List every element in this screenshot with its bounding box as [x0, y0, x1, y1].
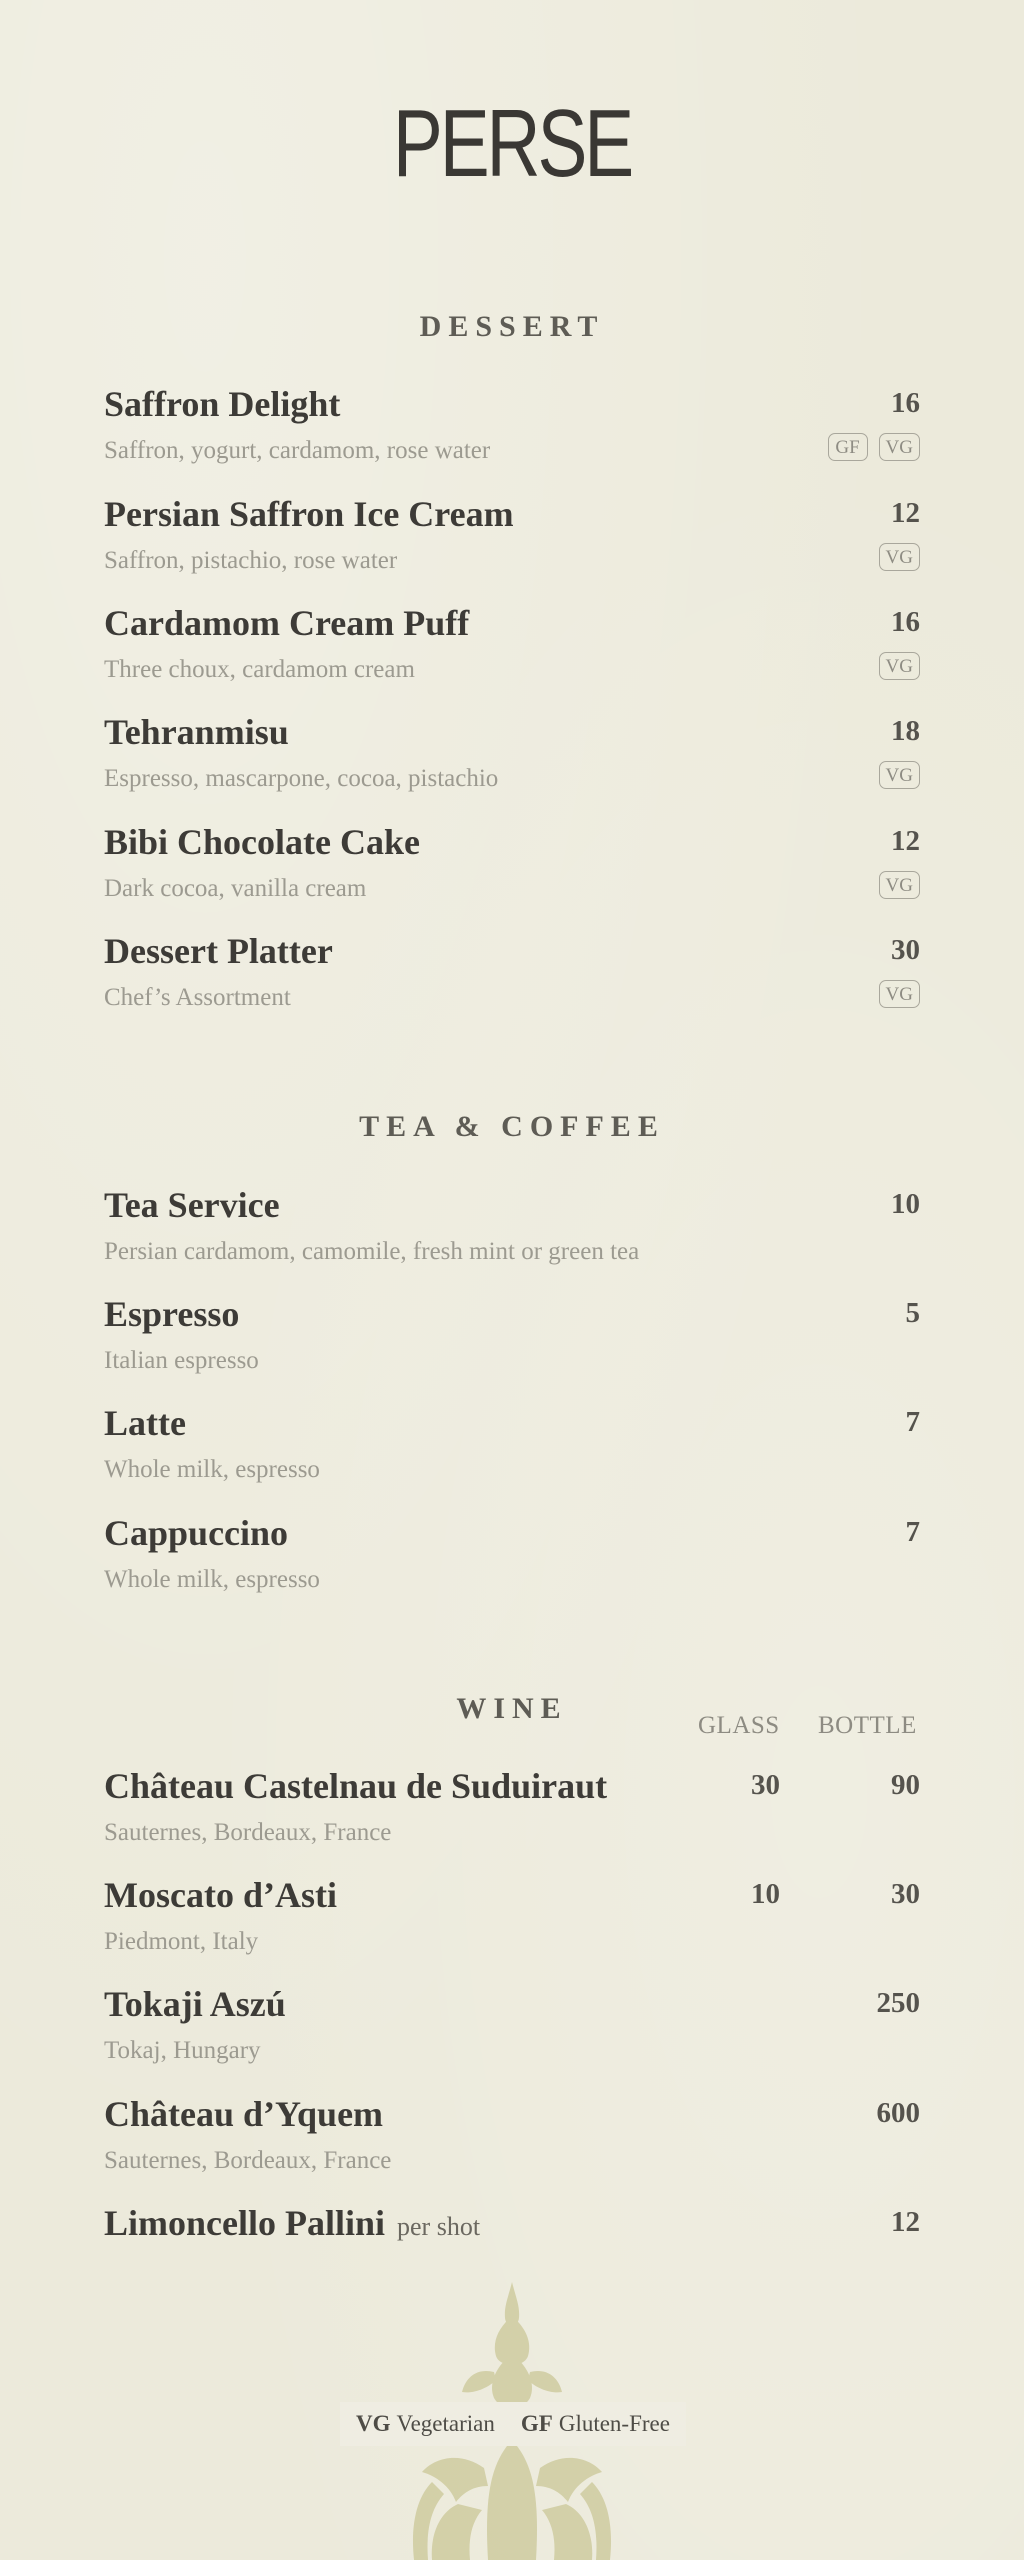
item-description: Piedmont, Italy: [104, 1928, 259, 1955]
item-name: Dessert Platter: [104, 931, 333, 971]
item-price: 7: [905, 1516, 920, 1548]
legend-vg-label: Vegetarian: [396, 2411, 495, 2436]
item-note: per shot: [397, 2212, 481, 2241]
item-price: 7: [905, 1406, 920, 1438]
legend-gluten-free: [521, 2411, 670, 2437]
tag-gluten-free: GF: [828, 433, 868, 461]
item-description: Whole milk, espresso: [104, 1566, 320, 1593]
item-description: Persian cardamom, camomile, fresh mint or green tea: [104, 1238, 640, 1265]
item-description: Whole milk, espresso: [104, 1456, 320, 1483]
item-price: 16: [891, 387, 920, 419]
item-name: Cappuccino: [104, 1513, 289, 1553]
dietary-tags: [879, 543, 920, 571]
section-title-wine: WINE: [456, 1692, 568, 1725]
item-bottle-price: 12: [891, 2206, 920, 2238]
section-title-tea-coffee: TEA & COFFEE: [359, 1110, 665, 1143]
item-name: Cardamom Cream Puff: [104, 603, 470, 643]
item-price: 18: [891, 715, 920, 747]
item-price: 12: [891, 825, 920, 857]
item-price: 30: [891, 934, 920, 966]
item-description: Chef’s Assortment: [104, 984, 291, 1011]
item-bottle-price: 30: [891, 1878, 920, 1910]
item-price: 5: [905, 1297, 920, 1329]
tag-vegetarian: VG: [879, 652, 920, 680]
item-name: Château Castelnau de Suduiraut: [104, 1766, 608, 1806]
item-description: Three choux, cardamom cream: [104, 656, 415, 683]
item-name: Tehranmisu: [104, 712, 289, 752]
item-description: Sauternes, Bordeaux, France: [104, 1819, 392, 1846]
item-name: Limoncello Pallini: [104, 2203, 386, 2243]
item-name: Persian Saffron Ice Cream: [104, 494, 514, 534]
tag-vegetarian: VG: [879, 433, 920, 461]
item-bottle-price: 250: [876, 1987, 920, 2019]
item-name: Latte: [104, 1403, 186, 1443]
column-header-glass: GLASS: [698, 1712, 780, 1739]
item-description: Saffron, yogurt, cardamom, rose water: [104, 437, 491, 464]
item-description: Italian espresso: [104, 1347, 259, 1374]
item-bottle-price: 600: [876, 2097, 920, 2129]
item-price: 16: [891, 606, 920, 638]
legend-vegetarian: [356, 2411, 495, 2437]
dietary-tags: [879, 980, 920, 1008]
item-description: Saffron, pistachio, rose water: [104, 547, 398, 574]
item-description: Tokaj, Hungary: [104, 2037, 261, 2064]
item-name: Saffron Delight: [104, 384, 341, 424]
item-description: Espresso, mascarpone, cocoa, pistachio: [104, 765, 499, 792]
item-name: Tea Service: [104, 1185, 280, 1225]
item-price: 12: [891, 497, 920, 529]
item-glass-price: 10: [751, 1878, 780, 1910]
item-name: Château d’Yquem: [104, 2094, 384, 2134]
item-name: Tokaji Aszú: [104, 1984, 286, 2024]
dietary-tags: [879, 871, 920, 899]
item-glass-price: 30: [751, 1769, 780, 1801]
legend-gf-label: Gluten-Free: [558, 2411, 670, 2436]
dietary-legend: [340, 2402, 686, 2446]
dietary-tags: [828, 433, 920, 461]
item-bottle-price: 90: [891, 1769, 920, 1801]
tag-vegetarian: VG: [879, 761, 920, 789]
brand-logo: PERSE: [392, 90, 632, 197]
section-title-dessert: DESSERT: [419, 310, 605, 343]
item-description: Sauternes, Bordeaux, France: [104, 2147, 392, 2174]
tag-vegetarian: VG: [879, 980, 920, 1008]
item-name: Bibi Chocolate Cake: [104, 822, 421, 862]
item-name: Moscato d’Asti: [104, 1875, 337, 1915]
item-price: 10: [891, 1188, 920, 1220]
item-name: Espresso: [104, 1294, 240, 1334]
tag-vegetarian: VG: [879, 871, 920, 899]
dietary-tags: [879, 761, 920, 789]
legend-vg-abbr: VG: [356, 2411, 391, 2436]
column-header-bottle: BOTTLE: [818, 1712, 917, 1739]
legend-gf-abbr: GF: [520, 2411, 553, 2436]
item-name-row: [104, 2205, 480, 2241]
tag-vegetarian: VG: [879, 543, 920, 571]
dietary-tags: [879, 652, 920, 680]
item-description: Dark cocoa, vanilla cream: [104, 875, 367, 902]
